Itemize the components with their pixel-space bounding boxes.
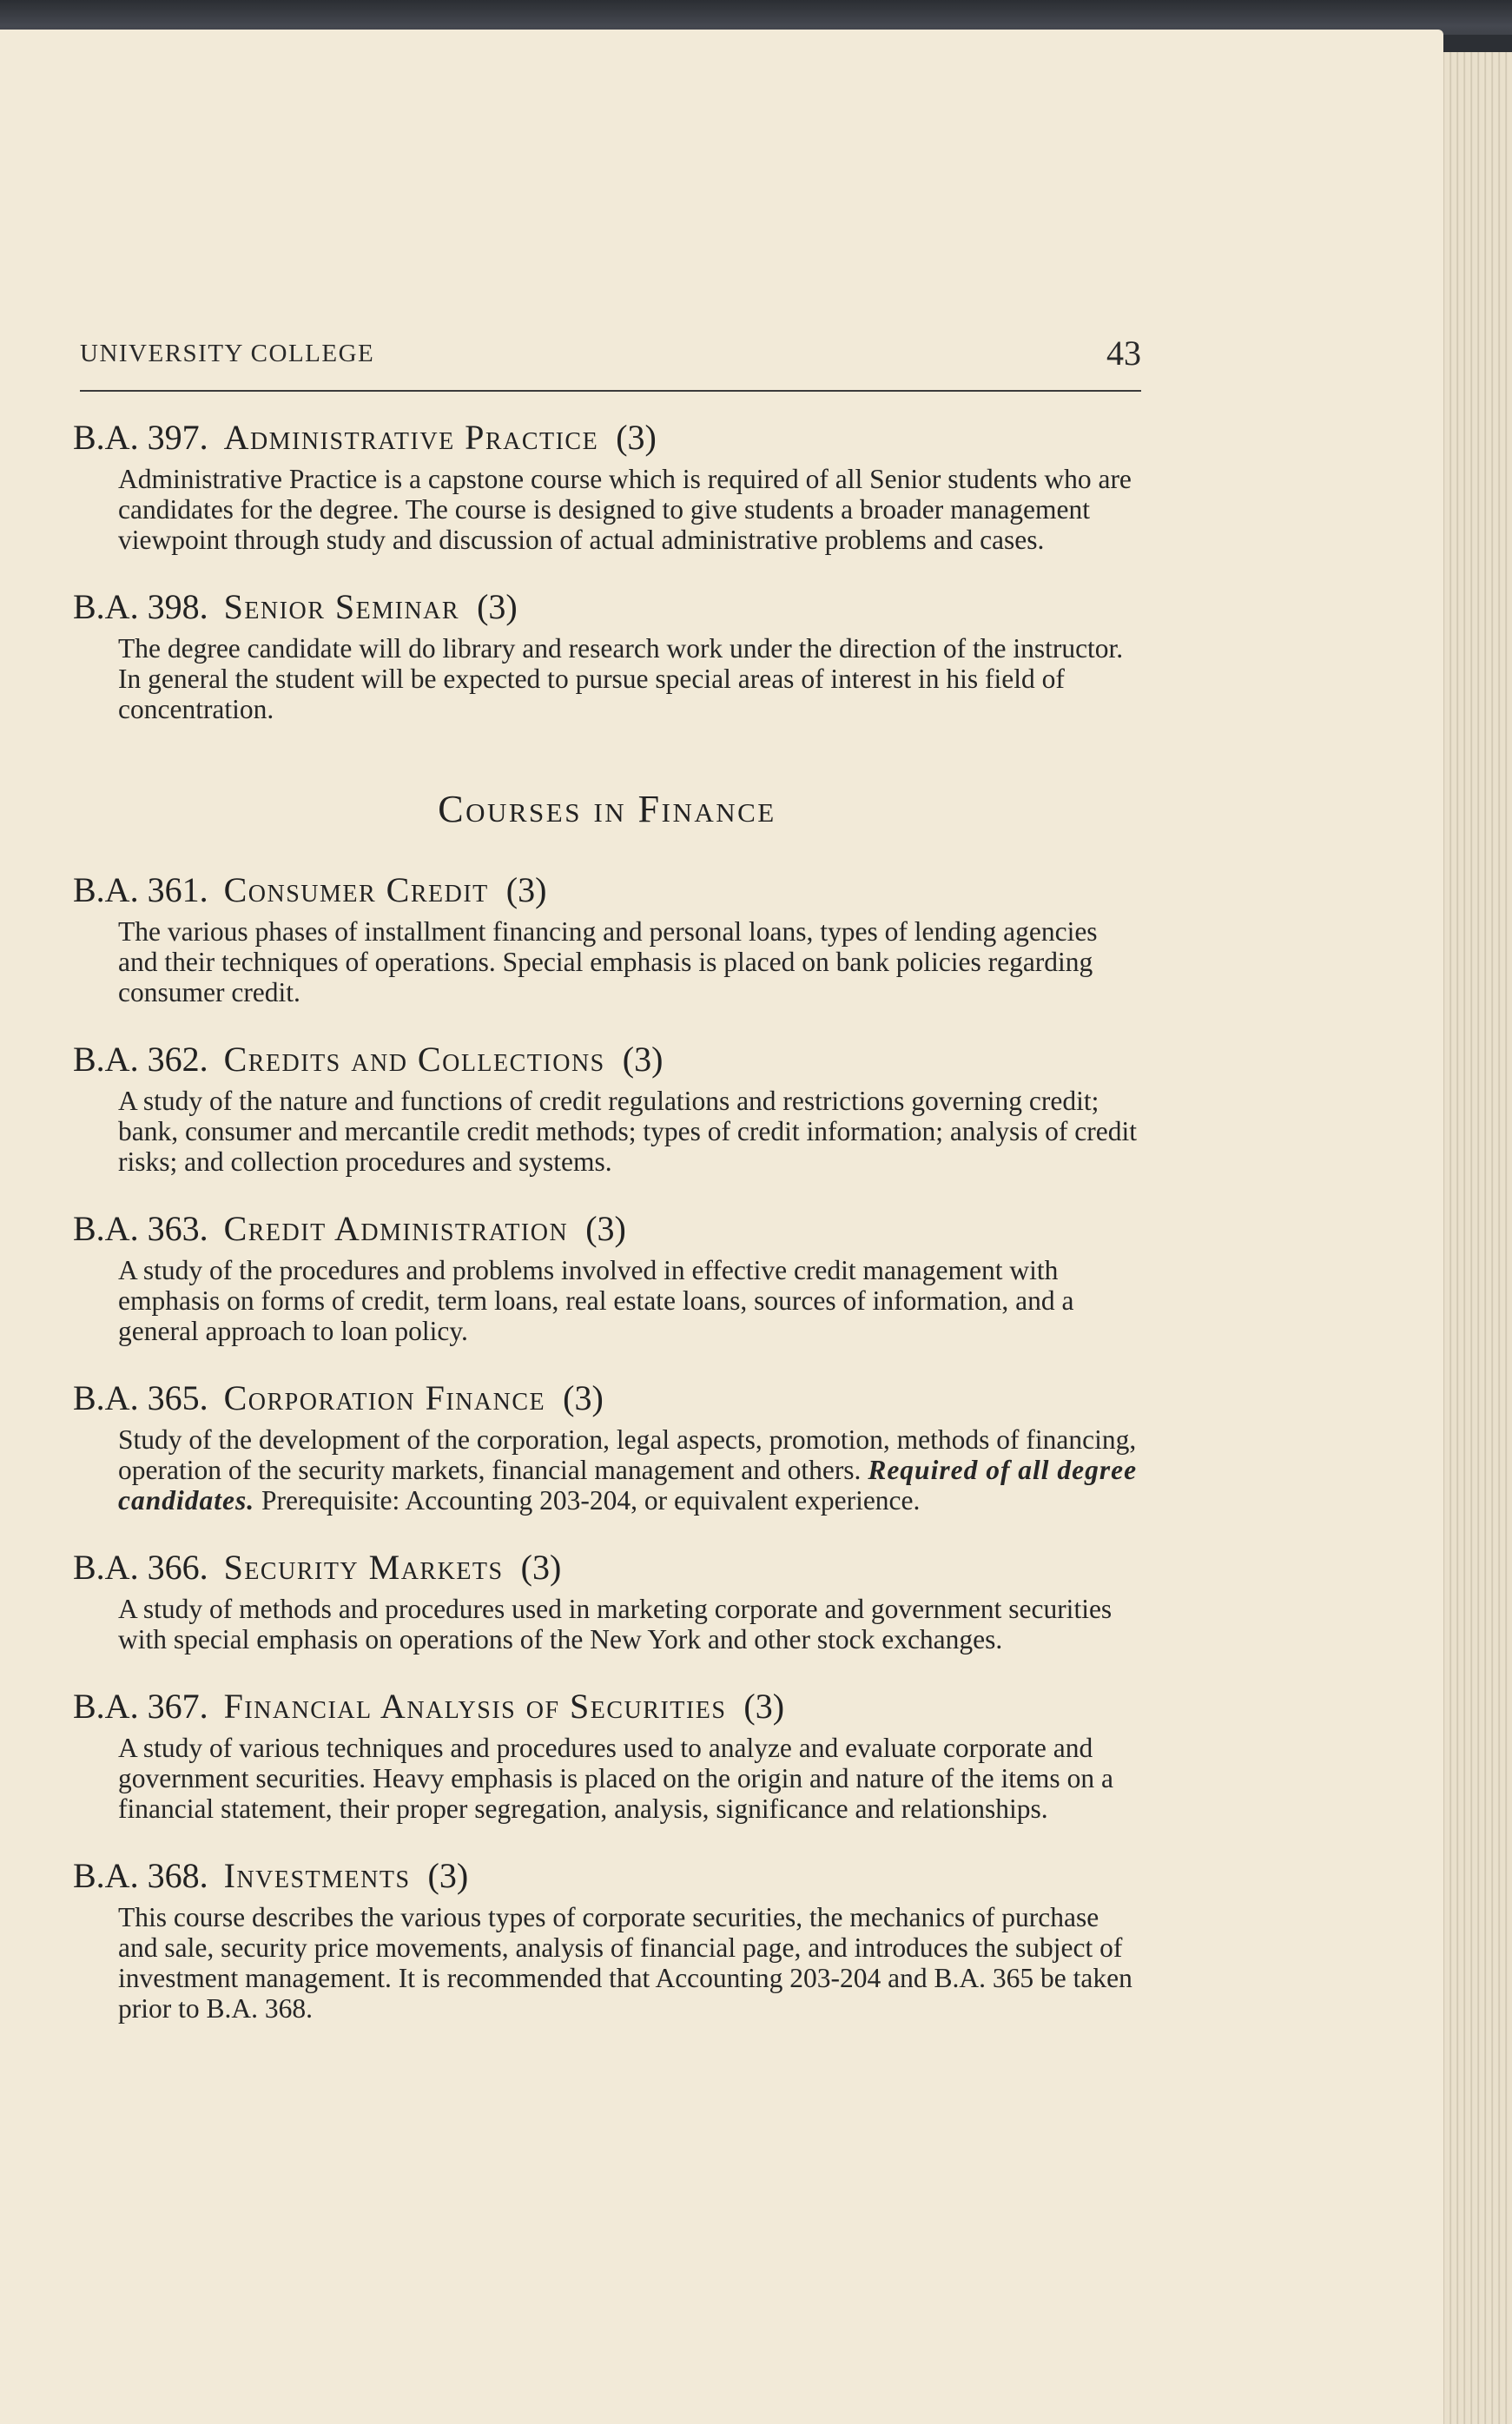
course-description: A study of the nature and functions of credit regulations and restrictions governing credit; bank, consumer and mercantile credit methods; types of credit information; analysis of credit risks; and collection procedures and systems. (118, 1086, 1138, 1177)
prerequisite-text: Prerequisite: Accounting 203-204, or equivalent experience. (261, 1485, 921, 1516)
course-description (73, 1424, 1141, 1516)
course-credits: (3) (477, 587, 518, 626)
course-name: Investments (223, 1856, 411, 1895)
course-heading (73, 1377, 1141, 1419)
course-heading (73, 1039, 1141, 1080)
course-number: B.A. 365. (73, 1378, 208, 1417)
course-number: B.A. 398. (73, 587, 208, 626)
course-entry (73, 1039, 1141, 1177)
course-credits: (3) (585, 1209, 626, 1248)
course-number: B.A. 368. (73, 1856, 208, 1895)
course-name: Credit Administration (223, 1209, 569, 1248)
course-heading (73, 1855, 1141, 1897)
course-description: A study of various techniques and procedures used to analyze and evaluate corporate and government securities. Heavy emphasis is placed on the origin and nature of the items on a financial statement, their proper segregation, analysis, significance and relationships. (118, 1733, 1113, 1824)
course-description: Administrative Practice is a capstone course which is required of all Senior students who are candidates for the degree. The course is designed to give students a broader management viewpoint through study and discussion of actual administrative problems and cases. (118, 464, 1132, 555)
course-description: A study of the procedures and problems involved in effective credit management with emphasis on forms of credit, term loans, real estate loans, sources of information, and a general approach to loan policy. (118, 1255, 1074, 1346)
course-description: This course describes the various types of corporate securities, the mechanics of purchase and sale, security price movements, analysis of financial page, and introduces the subject of investment management. It is recommended that Accounting 203-204 and B.A. 365 be taken prior to B.A. 368. (118, 1902, 1132, 2024)
course-credits: (3) (427, 1856, 469, 1895)
course-name: Financial Analysis of Securities (223, 1687, 727, 1726)
description-text: Study of the development of the corporation, legal aspects, promotion, methods of financing, operation of the security markets, financial management and others. (118, 1424, 1137, 1485)
requirement-note: Required of all degree candidates. (118, 1455, 1138, 1516)
page-number: 43 (1106, 334, 1141, 373)
course-number: B.A. 397. (73, 418, 208, 457)
course-number: B.A. 363. (73, 1209, 208, 1248)
course-heading (73, 586, 1141, 628)
section-heading: Courses in Finance (438, 788, 776, 830)
course-number: B.A. 367. (73, 1687, 208, 1726)
course-heading (73, 869, 1141, 911)
course-credits: (3) (743, 1687, 785, 1726)
course-entry (73, 1208, 1141, 1346)
course-number: B.A. 362. (73, 1040, 208, 1079)
course-description: The various phases of installment financing and personal loans, types of lending agencies and their techniques of operations. Special emphasis is placed on bank policies regarding consumer credit. (118, 916, 1098, 1007)
running-title: UNIVERSITY COLLEGE (80, 340, 375, 367)
book-page (0, 30, 1443, 2424)
course-credits: (3) (505, 870, 547, 909)
course-name: Consumer Credit (223, 870, 489, 909)
course-entry (73, 1855, 1141, 2024)
course-heading (73, 1208, 1141, 1250)
course-description: The degree candidate will do library and research work under the direction of the instructor. In general the student will be expected to pursue special areas of interest in his field of concentration. (118, 633, 1124, 724)
course-entry (73, 417, 1141, 555)
course-entry (73, 1547, 1141, 1655)
course-credits: (3) (622, 1040, 664, 1079)
course-name: Credits and Collections (223, 1040, 605, 1079)
course-name: Corporation Finance (223, 1378, 546, 1417)
course-heading (73, 417, 1141, 459)
course-credits: (3) (563, 1378, 604, 1417)
course-credits: (3) (520, 1548, 562, 1587)
course-number: B.A. 366. (73, 1548, 208, 1587)
running-head (80, 334, 1141, 392)
course-entry (73, 1686, 1141, 1824)
course-credits: (3) (616, 418, 657, 457)
course-heading (73, 1686, 1141, 1727)
course-name: Administrative Practice (223, 418, 599, 457)
course-name: Senior Seminar (223, 587, 460, 626)
course-entry (73, 586, 1141, 724)
course-entry (73, 1377, 1141, 1516)
course-description: A study of methods and procedures used in marketing corporate and government securities with special emphasis on operations of the New York and other stock exchanges. (118, 1594, 1113, 1655)
course-heading (73, 1547, 1141, 1588)
course-entry (73, 869, 1141, 1007)
course-number: B.A. 361. (73, 870, 208, 909)
course-name: Security Markets (223, 1548, 504, 1587)
page-content (73, 417, 1141, 2055)
